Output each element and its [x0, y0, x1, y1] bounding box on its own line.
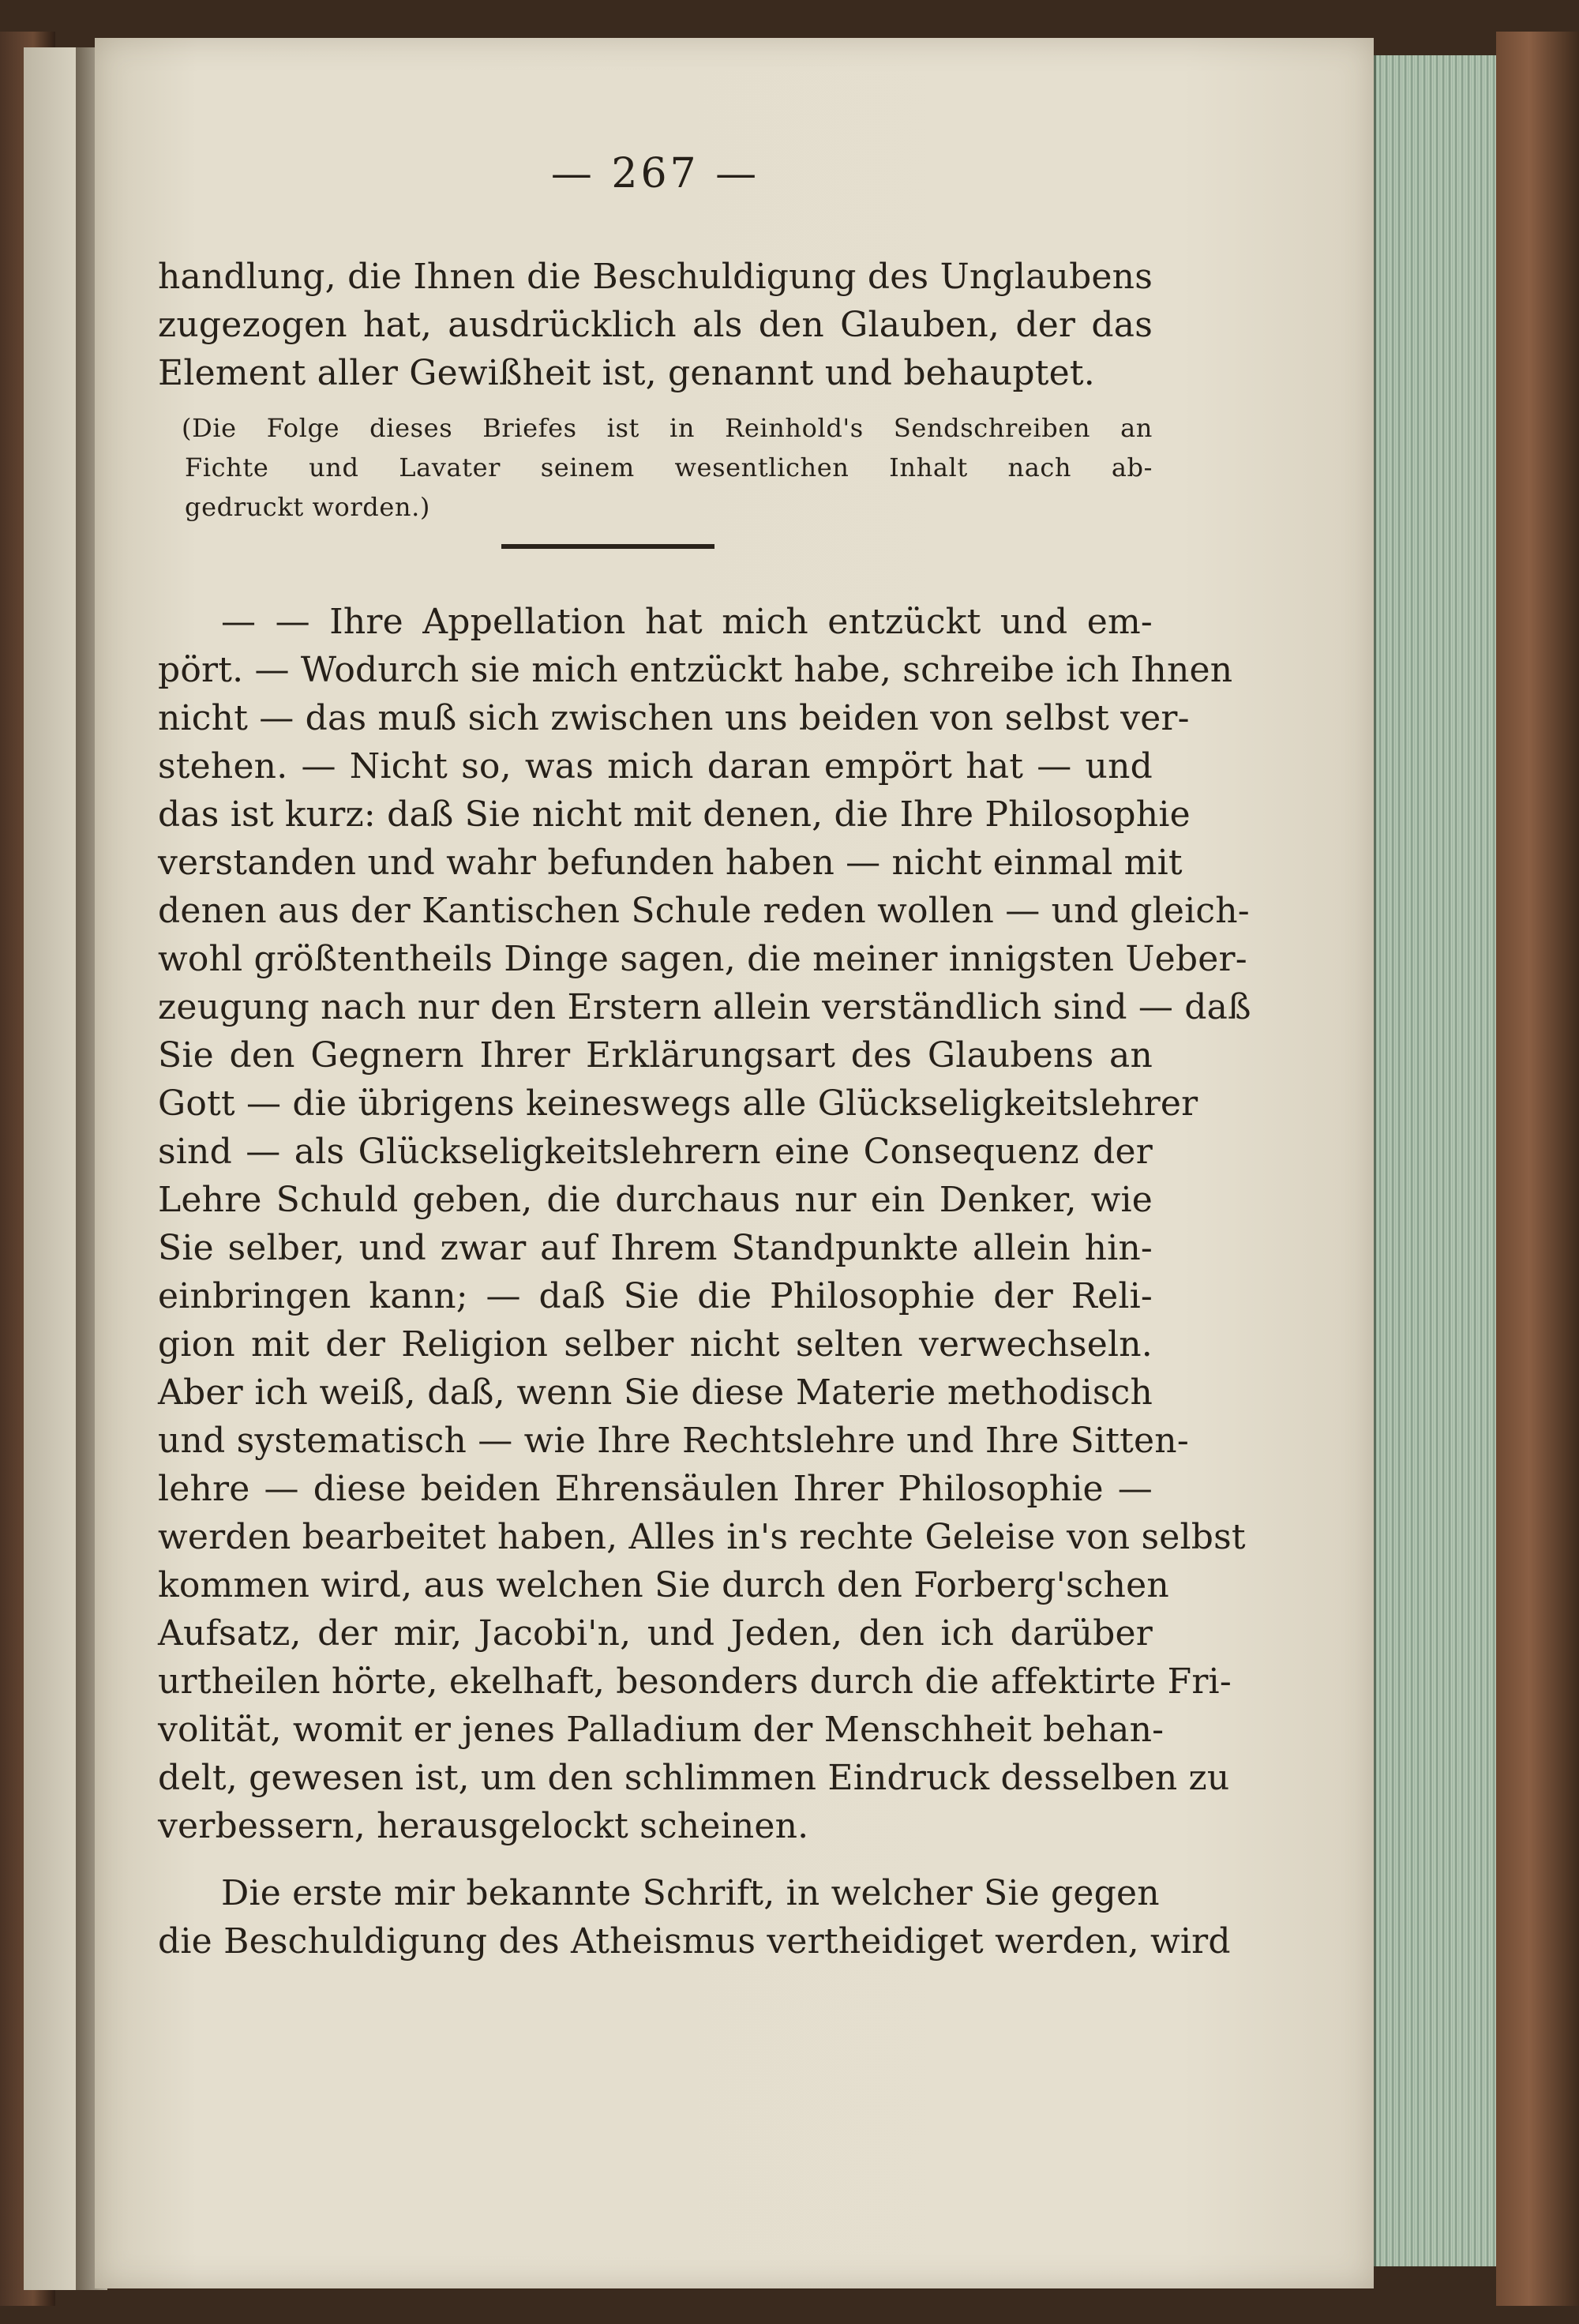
right-cover-board	[1496, 32, 1579, 2306]
text-line: volität, womit er jenes Palladium der Menschheit behan-	[158, 1710, 1165, 1750]
text-line: Sie den Gegnern Ihrer Erklärungsart des Glaubens an	[158, 1035, 1153, 1076]
text-line: verbessern, herausgelockt scheinen.	[158, 1806, 809, 1846]
text-line: Die erste mir bekannte Schrift, in welcher Sie gegen	[221, 1873, 1160, 1913]
separator-rule	[501, 544, 714, 549]
text-line: nicht — das muß sich zwischen uns beiden von selbst ver-	[158, 698, 1190, 738]
text-line: pört. — Wodurch sie mich entzückt habe, schreibe ich Ihnen	[158, 650, 1233, 690]
text-line: Element aller Gewißheit ist, genannt und behauptet.	[158, 353, 1095, 393]
page-edges	[1374, 55, 1502, 2266]
text-line: Aufsatz, der mir, Jacobi'n, und Jeden, den ich darüber	[158, 1613, 1153, 1654]
text-line: handlung, die Ihnen die Beschuldigung des Unglaubens	[158, 257, 1153, 297]
page-text	[158, 150, 1251, 1965]
paragraph-letter	[158, 598, 1251, 1850]
text-line: verstanden und wahr befunden haben — nicht einmal mit	[158, 843, 1183, 883]
left-page-edge	[24, 47, 81, 2290]
text-line: lehre — diese beiden Ehrensäulen Ihrer Philosophie —	[158, 1469, 1153, 1509]
text-line: delt, gewesen ist, um den schlimmen Eindruck desselben zu	[158, 1758, 1230, 1798]
continued-paragraph	[158, 253, 1153, 397]
paragraph-next	[158, 1869, 1231, 1965]
text-line: stehen. — Nicht so, was mich daran empört hat — und	[158, 746, 1153, 787]
text-line: Sie selber, und zwar auf Ihrem Standpunkte allein hin-	[158, 1228, 1153, 1268]
note-line: Fichte und Lavater seinem wesentlichen Inhalt nach ab-	[185, 452, 1153, 482]
text-line: einbringen kann; — daß Sie die Philosophie der Reli-	[158, 1276, 1153, 1316]
text-line: Aber ich weiß, daß, wenn Sie diese Materie methodisch	[158, 1372, 1153, 1413]
text-line: — — Ihre Appellation hat mich entzückt und em-	[221, 602, 1153, 642]
text-line: sind — als Glückseligkeitslehrern eine Consequenz der	[158, 1132, 1153, 1172]
page-number: — 267 —	[550, 150, 760, 197]
text-line: wohl größtentheils Dinge sagen, die meiner innigsten Ueber-	[158, 939, 1247, 979]
text-line: urtheilen hörte, ekelhaft, besonders durch die affektirte Fri-	[158, 1661, 1232, 1702]
text-line: Lehre Schuld geben, die durchaus nur ein Denker, wie	[158, 1180, 1153, 1220]
note-line: gedruckt worden.)	[185, 492, 430, 522]
text-line: kommen wird, aus welchen Sie durch den Forberg'schen	[158, 1565, 1169, 1605]
text-line: und systematisch — wie Ihre Rechtslehre und Ihre Sitten-	[158, 1421, 1189, 1461]
text-line: zugezogen hat, ausdrücklich als den Glauben, der das	[158, 305, 1153, 345]
editorial-note	[158, 408, 1153, 527]
text-line: die Beschuldigung des Atheismus vertheidiget werden, wird	[158, 1921, 1231, 1962]
text-line: denen aus der Kantischen Schule reden wollen — und gleich-	[158, 891, 1250, 931]
text-line: werden bearbeitet haben, Alles in's rechte Geleise von selbst	[158, 1517, 1246, 1557]
text-line: zeugung nach nur den Erstern allein verständlich sind — daß	[158, 987, 1251, 1027]
text-line: das ist kurz: daß Sie nicht mit denen, die Ihre Philosophie	[158, 794, 1191, 835]
note-line: (Die Folge dieses Briefes ist in Reinhold's Sendschreiben an	[182, 413, 1153, 443]
text-line: gion mit der Religion selber nicht selten verwechseln.	[158, 1324, 1153, 1365]
text-line: Gott — die übrigens keineswegs alle Glückseligkeitslehrer	[158, 1083, 1198, 1124]
